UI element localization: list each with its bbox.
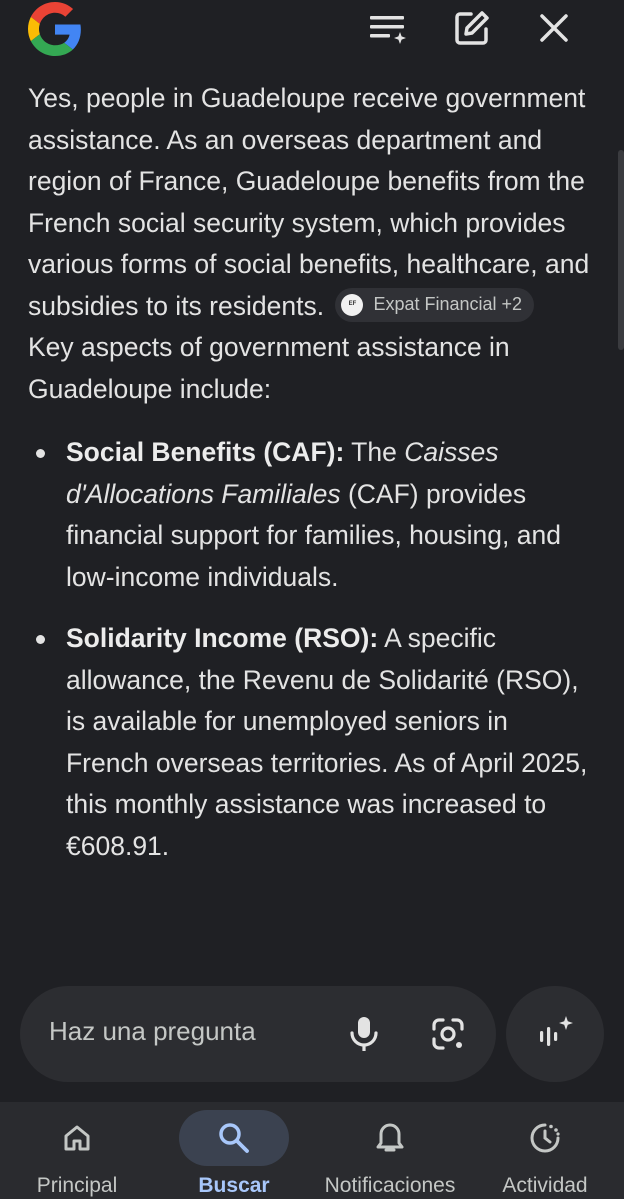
answer-content [28,78,594,887]
ai-mode-button[interactable] [506,986,604,1082]
ask-input-placeholder[interactable]: Haz una pregunta [49,1016,256,1046]
activity-icon [490,1110,600,1166]
source-chip[interactable]: EF Expat Financial +2 [335,288,534,322]
edit-icon[interactable] [450,6,494,50]
key-aspects-intro: Key aspects of government assistance in Guadeloupe include: [28,332,510,404]
bottom-navigation [0,1102,624,1199]
ask-input-bar[interactable] [20,986,496,1082]
nav-item-buscar[interactable]: Buscar [179,1102,289,1199]
bullet-dot [36,635,45,644]
answer-paragraph: Yes, people in Guadeloupe receive government assistance. As an overseas department and region of France, Guadeloupe benefits from the French social security system, which provides various forms of social benefits, healthcare, and subsidies to its residents. EF Expat Financial +2 [28,83,590,321]
source-logo-icon: EF [341,294,363,316]
top-bar [0,0,624,60]
nav-item-principal[interactable]: Principal [22,1102,132,1199]
close-icon[interactable] [532,6,576,50]
scrollbar[interactable] [618,150,624,350]
filter-sparkle-icon[interactable] [366,6,410,50]
list-item: Social Benefits (CAF): The Caisses d'Allocations Familiales (CAF) provides financial support for families, housing, and low-income individuals. [28,432,594,598]
google-logo[interactable] [28,2,82,56]
search-icon [179,1110,289,1166]
list-item: Solidarity Income (RSO): A specific allowance, the Revenu de Solidarité (RSO), is available for unemployed seniors in French overseas territories. As of April 2025, this monthly assistance was increased to €608.91. [28,618,594,867]
sparkle-voice-icon [535,1014,575,1054]
assistance-list [28,432,594,867]
microphone-icon[interactable] [340,1010,388,1058]
lens-camera-icon[interactable] [424,1010,472,1058]
home-icon [22,1110,132,1166]
nav-item-notificaciones[interactable]: Notificaciones [318,1102,462,1199]
nav-item-actividad[interactable]: Actividad [490,1102,600,1199]
bullet-dot [36,449,45,458]
bell-icon [335,1110,445,1166]
